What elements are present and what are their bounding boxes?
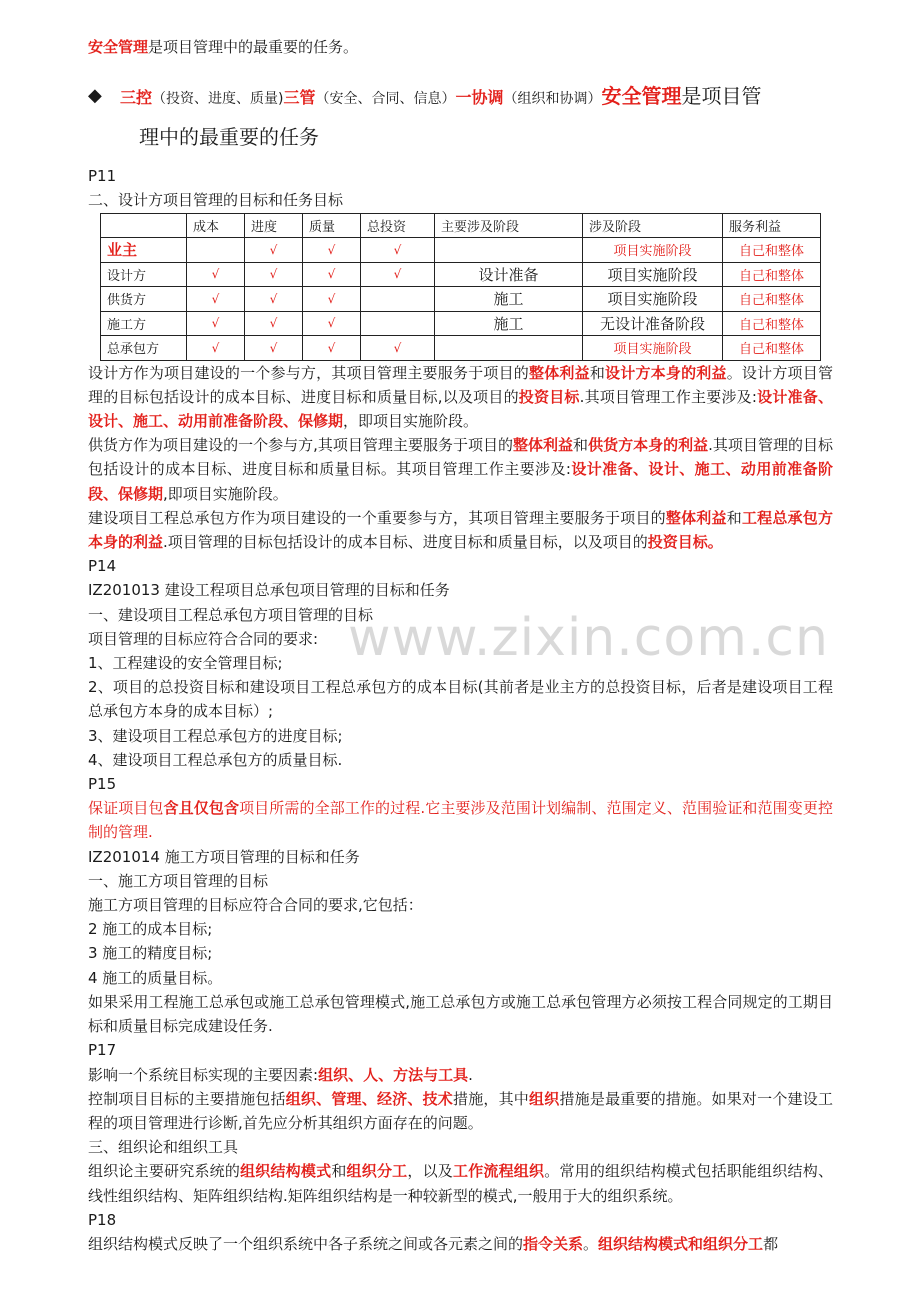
list-item: 4、建设项目工程总承包方的质量目标. (88, 750, 343, 769)
list-item: 1、工程建设的安全管理目标; (88, 654, 283, 673)
list-item: 3、建设项目工程总承包方的进度目标; (88, 726, 343, 745)
paragraph-scope: 保证项目包含且仅包含项目所需的全部工作的过程.它主要涉及范围计划编制、范围定义、范围验证和范围变更控制的管理. (88, 799, 833, 842)
column-header: 总投资 (361, 213, 435, 238)
paragraph-organization: 组织论主要研究系统的组织结构模式和组织分工，以及工作流程组织。常用的组织结构模式包括职能组织结构、线性组织结构、矩阵组织结构.矩阵组织结构是一种较新型的模式,一般用于大的组织系统。 (88, 1162, 833, 1205)
paragraph-supplier: 供货方作为项目建设的一个参与方,其项目管理主要服务于项目的整体利益和供货方本身的利益.其项目管理的目标包括设计的成本目标、进度目标和质量目标。其项目管理工作主要涉及:设计准备、设计、施工、动用前准备阶段、保修期,即项目实施阶段。 (88, 436, 833, 503)
bullet-continuation: 理中的最重要的任务 (139, 125, 319, 150)
table-row: 设计方 √ √ √ √ 设计准备 项目实施阶段 自己和整体 (101, 262, 821, 287)
paragraph-contract: 如果采用工程施工总承包或施工总承包管理模式,施工总承包方或施工总承包管理方必须按工程合同规定的工期目标和质量目标完成建设任务. (88, 992, 833, 1036)
section-heading: IZ201014 施工方项目管理的目标和任务 (88, 847, 360, 866)
list-item: 2 施工的成本目标; (88, 920, 213, 939)
list-item: 4 施工的质量目标。 (88, 968, 223, 987)
column-header: 服务利益 (723, 213, 821, 238)
text-line: 施工方项目管理的目标应符合合同的要求,它包括： (88, 896, 423, 915)
page-ref: P17 (88, 1041, 117, 1060)
keyword: 安全管理 (88, 38, 149, 56)
section-heading: 二、设计方项目管理的目标和任务目标 (88, 191, 344, 210)
table-row: 供货方 √ √ √ 施工 项目实施阶段 自己和整体 (101, 287, 821, 312)
bullet-item: ◆ 三控（投资、进度、质量)三管（安全、合同、信息）一协调（组织和协调）安全管理是项目管 (88, 81, 833, 114)
column-header: 质量 (303, 213, 361, 238)
column-header: 涉及阶段 (583, 213, 723, 238)
goals-table (100, 213, 821, 361)
column-header: 主要涉及阶段 (435, 213, 583, 238)
diamond-bullet-icon: ◆ (88, 85, 102, 107)
column-header: 成本 (187, 213, 245, 238)
table-row: 施工方 √ √ √ 施工 无设计准备阶段 自己和整体 (101, 311, 821, 336)
table-row: 总承包方 √ √ √ √ 项目实施阶段 自己和整体 (101, 336, 821, 361)
paragraph-epc: 建设项目工程总承包方作为项目建设的一个重要参与方，其项目管理主要服务于项目的整体利益和工程总承包方本身的利益.项目管理的目标包括设计的成本目标、进度目标和质量目标，以及项目的投资目标。 (88, 508, 833, 552)
text-line: 项目管理的目标应符合合同的要求: (88, 629, 319, 648)
paragraph-factors: 影响一个系统目标实现的主要因素:组织、人、方法与工具. (88, 1065, 473, 1084)
section-heading: 一、建设项目工程总承包方项目管理的目标 (88, 605, 374, 624)
paragraph-measures: 控制项目目标的主要措施包括组织、管理、经济、技术措施，其中组织措施是最重要的措施。如果对一个建设工程的项目管理进行诊断,首先应分析其组织方面存在的问题。 (88, 1089, 833, 1132)
section-heading: IZ201013 建设工程项目总承包项目管理的目标和任务 (88, 581, 450, 600)
table-header-row (101, 213, 821, 238)
list-item: 3 施工的精度目标; (88, 944, 213, 963)
page-ref: P14 (88, 557, 117, 576)
page-ref: P15 (88, 775, 117, 794)
column-header: 进度 (245, 213, 303, 238)
page-ref: P18 (88, 1210, 117, 1229)
paragraph-structure: 组织结构模式反映了一个组织系统中各子系统之间或各元素之间的指令关系。组织结构模式和组织分工都 (88, 1234, 779, 1253)
paragraph-design: 设计方作为项目建设的一个参与方，其项目管理主要服务于项目的整体利益和设计方本身的利益。设计方项目管理的目标包括设计的成本目标、进度目标和质量目标,以及项目的投资目标.其项目管理工作主要涉及:设计准备、设计、施工、动用前准备阶段、保修期，即项目实施阶段。 (88, 363, 833, 431)
list-item: 2、项目的总投资目标和建设项目工程总承包方的成本目标(其前者是业主方的总投资目标，后者是建设项目工程总承包方本身的成本目标）; (88, 678, 833, 721)
page-ref: P11 (88, 167, 117, 186)
section-heading: 三、组织论和组织工具 (88, 1138, 239, 1157)
intro-line: 安全管理是项目管理中的最重要的任务。 (88, 38, 359, 56)
watermark: www.zixin.com.cn (348, 608, 829, 668)
section-heading: 一、施工方项目管理的目标 (88, 871, 269, 890)
table-row: 业主 √ √ √ 项目实施阶段 自己和整体 (101, 238, 821, 263)
